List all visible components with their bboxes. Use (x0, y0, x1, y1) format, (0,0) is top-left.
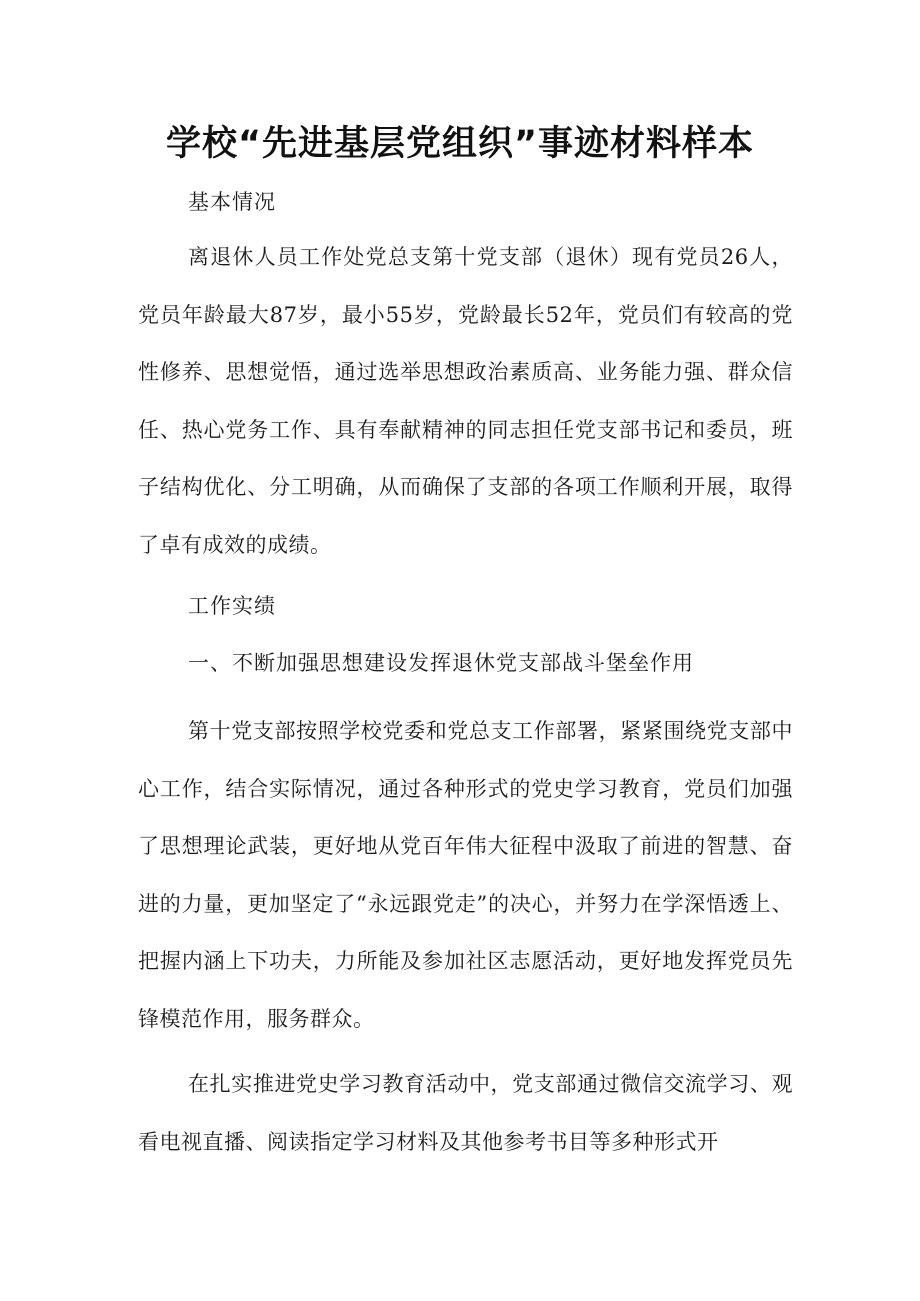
section-heading-basic-info: 基本情况 (188, 190, 276, 214)
section-heading-work-achievements: 工作实绩 (188, 594, 276, 618)
paragraph-ideological-building: 第十党支部按照学校党委和党总支工作部署，紧紧围绕党支部中心工作，结合实际情况，通过各种形式的党史学习教育，党员们加强了思想理论武装，更好地从党百年伟大征程中汲取了前进的智慧、奋进的力量，更加坚定了“永远跟党走”的决心，并努力在学深悟透上、把握内涵上下功夫，力所能及参加社区志愿活动，更好地发挥党员先锋模范作用，服务群众。 (138, 719, 793, 1031)
paragraph-party-history-study: 在扎实推进党史学习教育活动中，党支部通过微信交流学习、观看电视直播、阅读指定学习材料及其他参考书目等多种形式开 (138, 1072, 793, 1154)
subsection-heading-one: 一、不断加强思想建设发挥退休党支部战斗堡垒作用 (188, 651, 694, 675)
document-title: 学校“先进基层党组织”事迹材料样本 (165, 124, 754, 164)
paragraph-basic-info: 离退休人员工作处党总支第十党支部（退休）现有党员26人，党员年龄最大87岁，最小55岁，党龄最长52年，党员们有较高的党性修养、思想觉悟，通过选举思想政治素质高、业务能力强、群众信任、热心党务工作、具有奉献精神的同志担任党支部书记和委员，班子结构优化、分工明确，从而确保了支部的各项工作顺利开展，取得了卓有成效的成绩。 (138, 245, 793, 557)
